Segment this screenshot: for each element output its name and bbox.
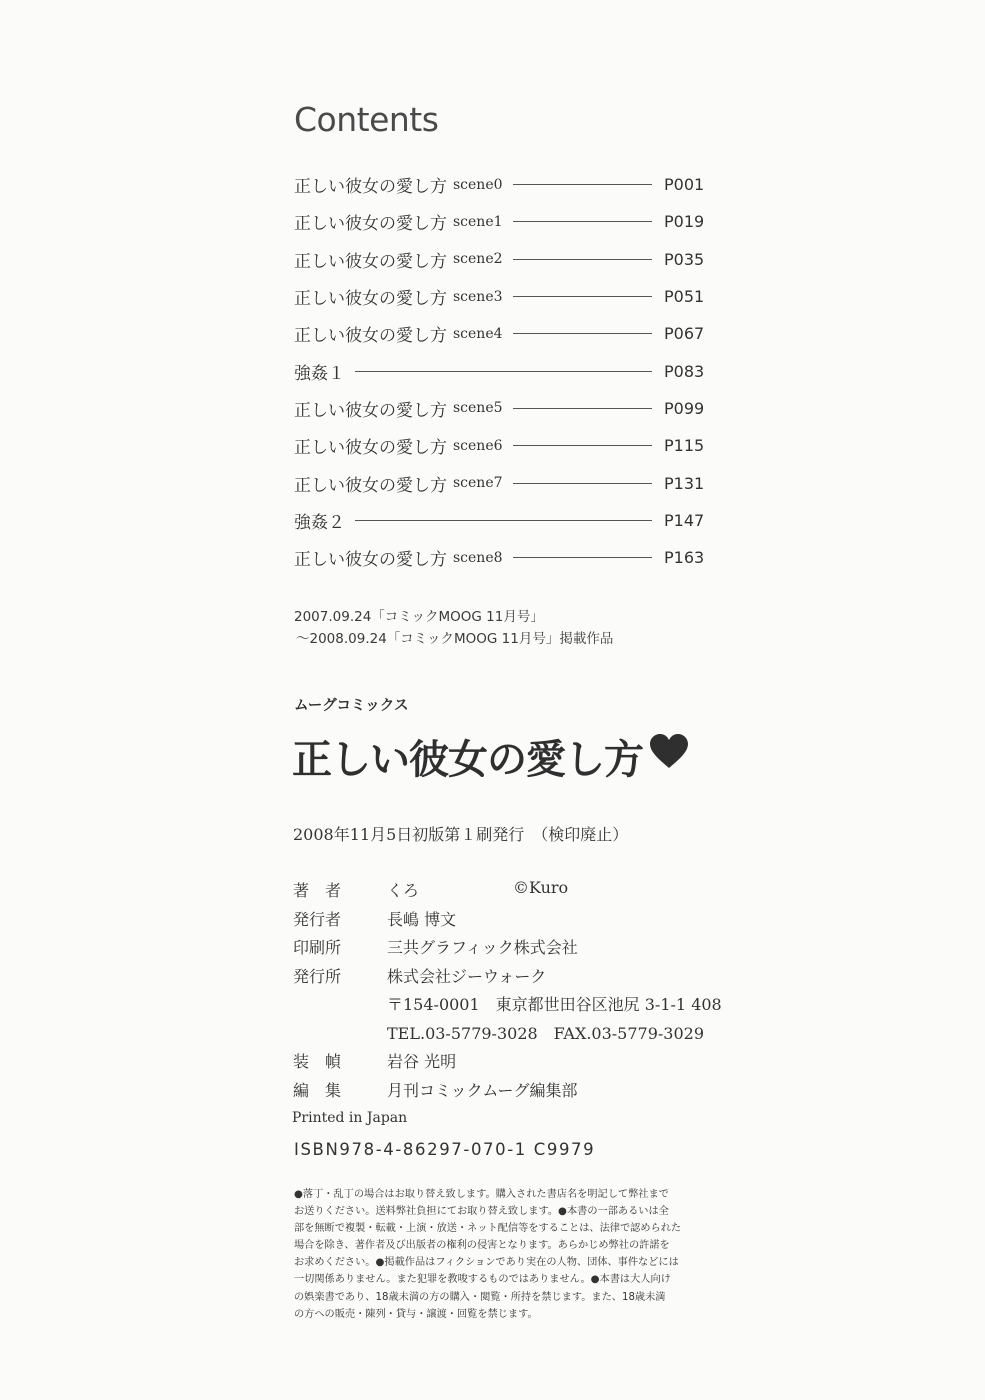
credit-label: 編 集 — [293, 1080, 342, 1100]
credit-label: 発行者 — [293, 909, 342, 929]
toc-leader-line — [513, 408, 652, 409]
serialization-info — [294, 606, 613, 650]
notice-line: 部を無断で複製・転載・上演・放送・ネット配信等をすることは、法律で認められた — [294, 1223, 682, 1235]
toc-entry-page: P115 — [664, 436, 705, 456]
toc-row — [294, 278, 714, 315]
toc-entry-page: P035 — [664, 249, 705, 269]
toc-row — [294, 502, 714, 539]
toc-entry-title: 正しい彼女の愛し方 — [294, 438, 447, 459]
toc-entry-title: 正しい彼女の愛し方 — [294, 177, 447, 198]
notice-line: の方への販売・陳列・貸与・譲渡・回覧を禁じます。 — [294, 1308, 538, 1320]
toc-entry-title: 強姦２ — [294, 512, 345, 533]
toc-entry-title: 正しい彼女の愛し方 — [294, 475, 447, 496]
toc-entry-title: 正しい彼女の愛し方 — [294, 400, 447, 421]
toc-entry-scene: scene2 — [453, 251, 503, 268]
publication-date: 2008年11月5日初版第１刷発行 （検印廃止） — [293, 825, 629, 844]
toc-row — [294, 390, 714, 427]
copyright-mark: ©Kuro — [513, 878, 569, 897]
toc-leader-line — [513, 557, 652, 558]
toc-row — [294, 203, 714, 240]
notice-line: の娯楽書であり、18歳未満の方の購入・閲覧・所持を禁じます。また、18歳未満 — [294, 1291, 666, 1303]
toc-row — [294, 539, 714, 576]
credit-value: 株式会社ジーウォーク — [387, 966, 547, 986]
toc-entry-scene: scene4 — [453, 325, 503, 342]
toc-entry-title: 正しい彼女の愛し方 — [294, 289, 447, 310]
toc-leader-line — [513, 296, 652, 297]
credit-label: 発行所 — [293, 966, 342, 986]
table-of-contents — [294, 166, 714, 576]
toc-entry-scene: scene5 — [453, 400, 503, 417]
toc-leader-line — [513, 483, 652, 484]
toc-entry-scene: scene3 — [453, 288, 503, 305]
toc-entry-page: P099 — [664, 398, 705, 418]
toc-entry-title: 正しい彼女の愛し方 — [294, 550, 447, 571]
toc-entry-scene: scene8 — [453, 549, 503, 566]
book-title-text: 正しい彼女の愛し方 — [292, 737, 643, 783]
toc-entry-page: P147 — [664, 510, 705, 530]
credit-value: くろ — [387, 881, 420, 900]
serialization-line-1: 2007.09.24「コミックMOOG 11月号」 — [294, 609, 544, 625]
toc-entry-page: P083 — [664, 361, 705, 381]
contents-heading: Contents — [294, 100, 439, 139]
toc-leader-line — [513, 445, 652, 446]
notice-line: お送りください。送料弊社負担にてお取り替え致します。●本書の一部あるいは全 — [294, 1206, 669, 1218]
printed-in-japan: Printed in Japan — [292, 1110, 408, 1126]
toc-row — [294, 241, 714, 278]
legal-notice — [294, 1186, 718, 1323]
toc-entry-page: P019 — [664, 212, 705, 232]
imprint-label: ムーグコミックス — [294, 698, 409, 714]
credit-value: 岩谷 光明 — [387, 1052, 457, 1071]
toc-entry-page: P163 — [664, 548, 705, 568]
toc-entry-page: P001 — [664, 175, 705, 195]
credit-value: 三共グラフィック株式会社 — [387, 938, 578, 957]
isbn-code: ISBN978-4-86297-070-1 C9979 — [294, 1140, 596, 1159]
toc-entry-scene: scene6 — [453, 437, 503, 454]
toc-leader-line — [355, 520, 652, 521]
toc-leader-line — [513, 221, 652, 222]
toc-entry-title: 正しい彼女の愛し方 — [294, 251, 447, 272]
credit-value: 月刊コミックムーグ編集部 — [387, 1080, 578, 1100]
toc-row — [294, 427, 714, 464]
toc-row — [294, 464, 714, 501]
toc-row — [294, 166, 714, 203]
toc-entry-title: 強姦１ — [294, 363, 345, 384]
toc-leader-line — [513, 184, 652, 185]
toc-entry-title: 正しい彼女の愛し方 — [294, 214, 447, 235]
notice-line: ●落丁・乱丁の場合はお取り替え致します。購入された書店名を明記して弊社まで — [294, 1189, 669, 1200]
credit-value: 長嶋 博文 — [387, 909, 457, 929]
heart-icon — [649, 734, 689, 780]
toc-leader-line — [513, 333, 652, 334]
notice-line: 場合を除き、著作者及び出版者の権利の侵害となります。あらかじめ弊社の許諾を — [294, 1240, 670, 1252]
toc-entry-title: 正しい彼女の愛し方 — [294, 326, 447, 347]
notice-line: お求めください。●掲載作品はフィクションであり実在の人物、団体、事件などには — [294, 1257, 679, 1269]
toc-row — [294, 315, 714, 352]
toc-entry-scene: scene1 — [453, 213, 503, 230]
toc-leader-line — [513, 259, 652, 260]
toc-entry-scene: scene0 — [453, 176, 503, 193]
toc-entry-scene: scene7 — [453, 475, 503, 492]
credit-label: 装 幀 — [293, 1052, 342, 1071]
credit-value: TEL.03-5779-3028 FAX.03-5779-3029 — [387, 1023, 705, 1043]
toc-entry-page: P067 — [664, 324, 705, 344]
toc-row — [294, 352, 714, 389]
serialization-line-2: ～2008.09.24「コミックMOOG 11月号」掲載作品 — [296, 631, 614, 647]
credit-value: 〒154-0001 東京都世田谷区池尻 3-1-1 408 — [387, 995, 722, 1014]
notice-line: 一切関係ありません。また犯罪を教唆するものではありません。●本書は大人向け — [294, 1274, 671, 1286]
credit-label: 印刷所 — [293, 938, 342, 957]
toc-leader-line — [355, 371, 652, 372]
toc-entry-page: P051 — [664, 287, 705, 307]
book-title — [292, 728, 689, 785]
toc-entry-page: P131 — [664, 473, 705, 493]
credit-label: 著 者 — [293, 881, 342, 900]
